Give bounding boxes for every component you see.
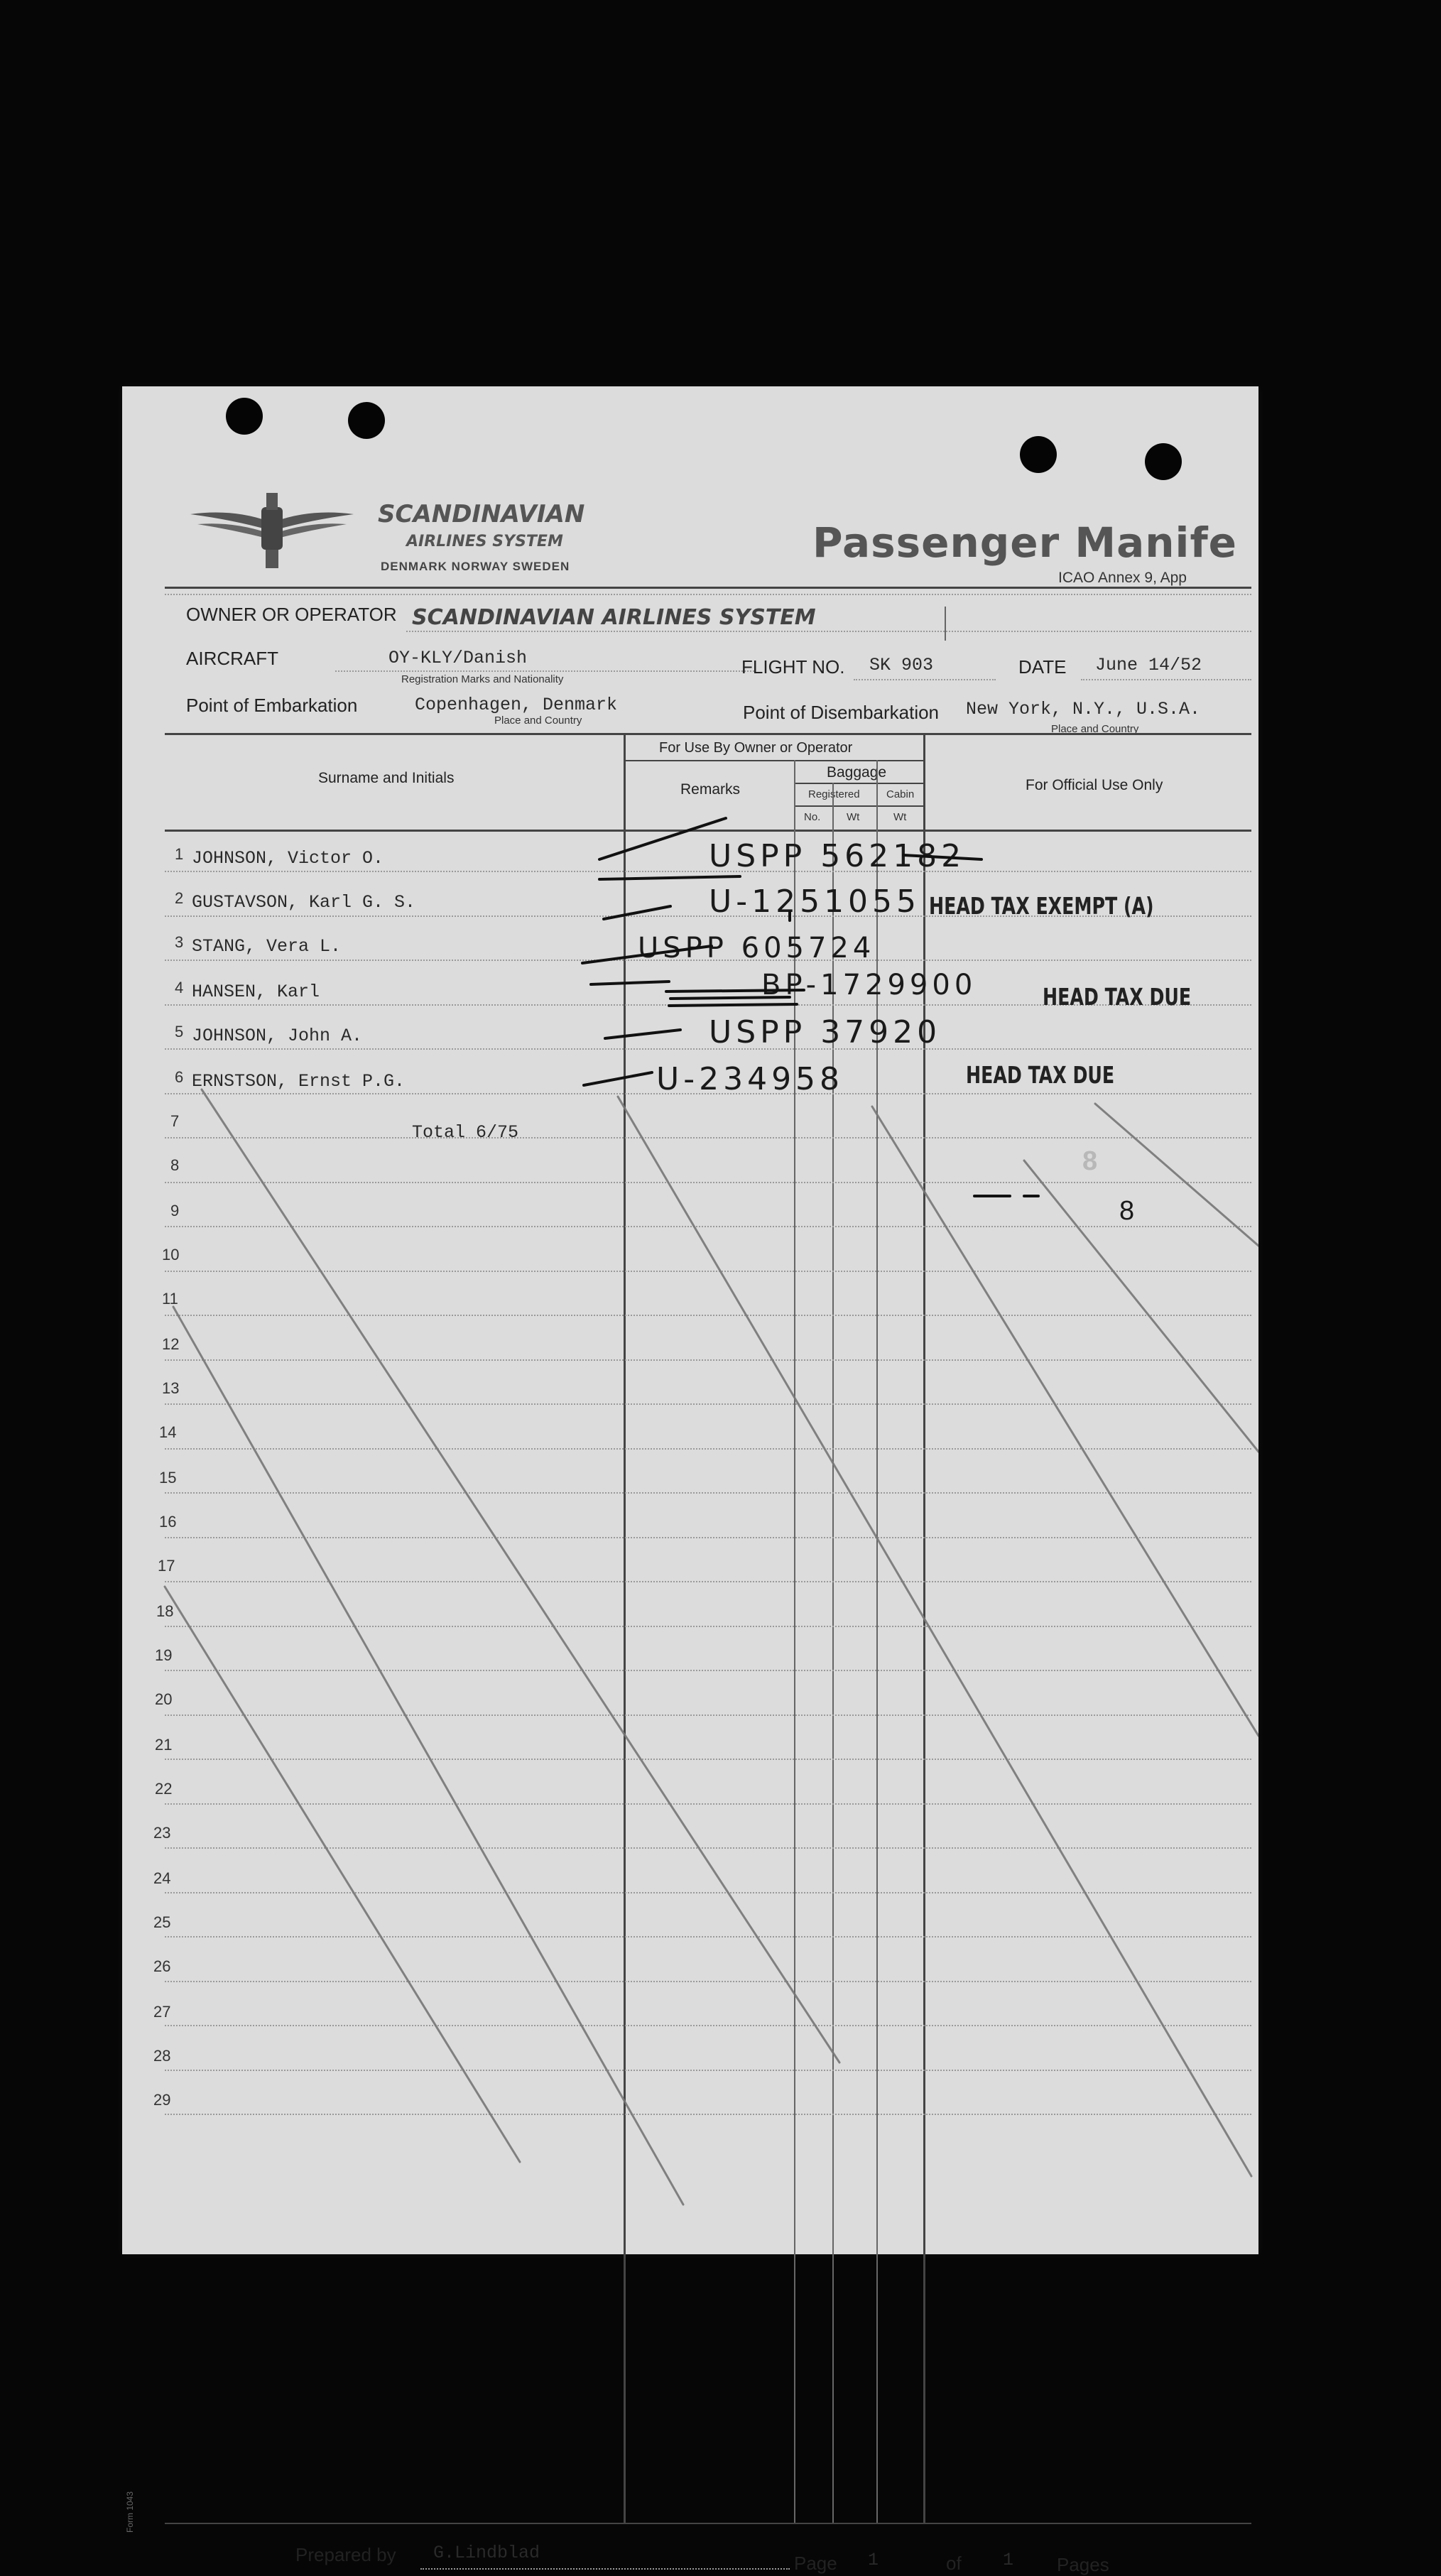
prepared-by-value: G.Lindblad	[433, 2543, 540, 2563]
passenger-name: ERNSTSON, Ernst P.G.	[192, 1071, 406, 1092]
official-stamp: HEAD TAX DUE	[1043, 983, 1192, 1011]
date-label: DATE	[1018, 656, 1067, 678]
passenger-remark: USPP 37920	[709, 1014, 942, 1050]
row-number: 24	[153, 1869, 171, 1887]
page-value: 1	[868, 2550, 879, 2570]
pen-strokes	[122, 386, 1258, 2254]
aircraft-label: AIRCRAFT	[186, 648, 278, 669]
airline-name: SCANDINAVIAN	[378, 500, 585, 528]
row-number: 6	[175, 1068, 184, 1086]
of-label: of	[946, 2553, 962, 2574]
passenger-remark: USPP 605724	[638, 932, 876, 964]
of-value: 1	[1003, 2550, 1014, 2570]
pages-label: Pages	[1057, 2554, 1109, 2575]
page-label: Page	[794, 2553, 837, 2574]
row-number: 4	[175, 979, 184, 996]
col-header-registered: Registered	[808, 788, 860, 800]
page-title: Passenger Manife	[812, 518, 1238, 567]
aircraft-caption: Registration Marks and Nationality	[401, 673, 564, 685]
airline-countries: DENMARK NORWAY SWEDEN	[381, 560, 570, 573]
passenger-name: JOHNSON, Victor O.	[192, 848, 384, 869]
field-underline	[420, 2568, 790, 2570]
table-bottom-border	[165, 2523, 1251, 2524]
flight-value: SK 903	[869, 655, 934, 675]
row-number: 27	[153, 2003, 171, 2021]
passenger-remark: U-1251055	[709, 884, 921, 920]
row-number: 21	[155, 1736, 173, 1754]
col-header-owner-use: For Use By Owner or Operator	[659, 740, 853, 756]
aircraft-value: OY-KLY/Danish	[388, 648, 528, 668]
row-number: 2	[175, 889, 184, 907]
owner-value: SCANDINAVIAN AIRLINES SYSTEM	[412, 605, 816, 630]
col-header-official: For Official Use Only	[1026, 777, 1163, 793]
faint-mark: 8	[1082, 1146, 1098, 1176]
row-number: 7	[170, 1112, 180, 1130]
prepared-by-label: Prepared by	[295, 2544, 396, 2565]
row-number: 1	[175, 845, 184, 863]
disembark-label: Point of Disembarkation	[743, 702, 940, 723]
official-stamp: HEAD TAX DUE	[966, 1061, 1115, 1089]
passenger-remark: USPP 562182	[709, 838, 966, 874]
row-number: 10	[162, 1246, 180, 1263]
embark-value: Copenhagen, Denmark	[415, 695, 618, 715]
row-number: 12	[162, 1335, 180, 1353]
total-count: Total 6/75	[412, 1122, 519, 1143]
row-number: 13	[162, 1379, 180, 1397]
row-number: 23	[153, 1824, 171, 1842]
row-number: 8	[170, 1156, 180, 1174]
disembark-caption: Place and Country	[1051, 723, 1139, 735]
row-number: 5	[175, 1023, 184, 1040]
row-number: 29	[153, 2091, 171, 2109]
airline-subname: AIRLINES SYSTEM	[406, 533, 563, 550]
flight-label: FLIGHT NO.	[741, 656, 845, 678]
row-number: 25	[153, 1913, 171, 1931]
disembark-value: New York, N.Y., U.S.A.	[966, 699, 1201, 719]
date-value: June 14/52	[1095, 655, 1202, 675]
row-number: 9	[170, 1202, 180, 1219]
page-subtitle: ICAO Annex 9, App	[1058, 570, 1187, 586]
passenger-remark: BP-1729900	[761, 969, 977, 1001]
row-number: 28	[153, 2047, 171, 2065]
row-number: 20	[155, 1690, 173, 1708]
col-header-cabin: Cabin	[886, 788, 915, 800]
embark-caption: Place and Country	[494, 714, 582, 727]
row-number: 19	[155, 1646, 173, 1664]
owner-label: OWNER OR OPERATOR	[186, 604, 397, 625]
row-number: 16	[159, 1513, 177, 1531]
passenger-name: GUSTAVSON, Karl G. S.	[192, 892, 416, 913]
row-number: 14	[159, 1423, 177, 1441]
row-number: 18	[156, 1602, 174, 1620]
passenger-name: JOHNSON, John A.	[192, 1026, 363, 1046]
col-header-baggage: Baggage	[827, 764, 887, 781]
row-number: 11	[162, 1290, 178, 1308]
row-number: 26	[153, 1957, 171, 1975]
form-code: Form 1043	[125, 2491, 136, 2533]
col-header-surname: Surname and Initials	[318, 770, 455, 786]
passenger-name: HANSEN, Karl	[192, 982, 320, 1002]
row-number: 15	[159, 1469, 177, 1487]
row-number: 3	[175, 933, 184, 951]
col-header-wt-cabin: Wt	[893, 811, 907, 823]
row-number: 22	[155, 1780, 173, 1798]
col-header-no: No.	[804, 811, 821, 823]
col-header-remarks: Remarks	[680, 781, 741, 798]
row-number: 17	[158, 1557, 175, 1575]
col-header-wt-registered: Wt	[847, 811, 860, 823]
manifest-sheet	[122, 386, 1258, 2575]
passenger-remark: U-234958	[656, 1061, 844, 1097]
official-count: 8	[1119, 1196, 1135, 1226]
embark-label: Point of Embarkation	[186, 695, 358, 716]
passenger-name: STANG, Vera L.	[192, 936, 342, 957]
official-stamp: HEAD TAX EXEMPT (A)	[929, 892, 1154, 920]
